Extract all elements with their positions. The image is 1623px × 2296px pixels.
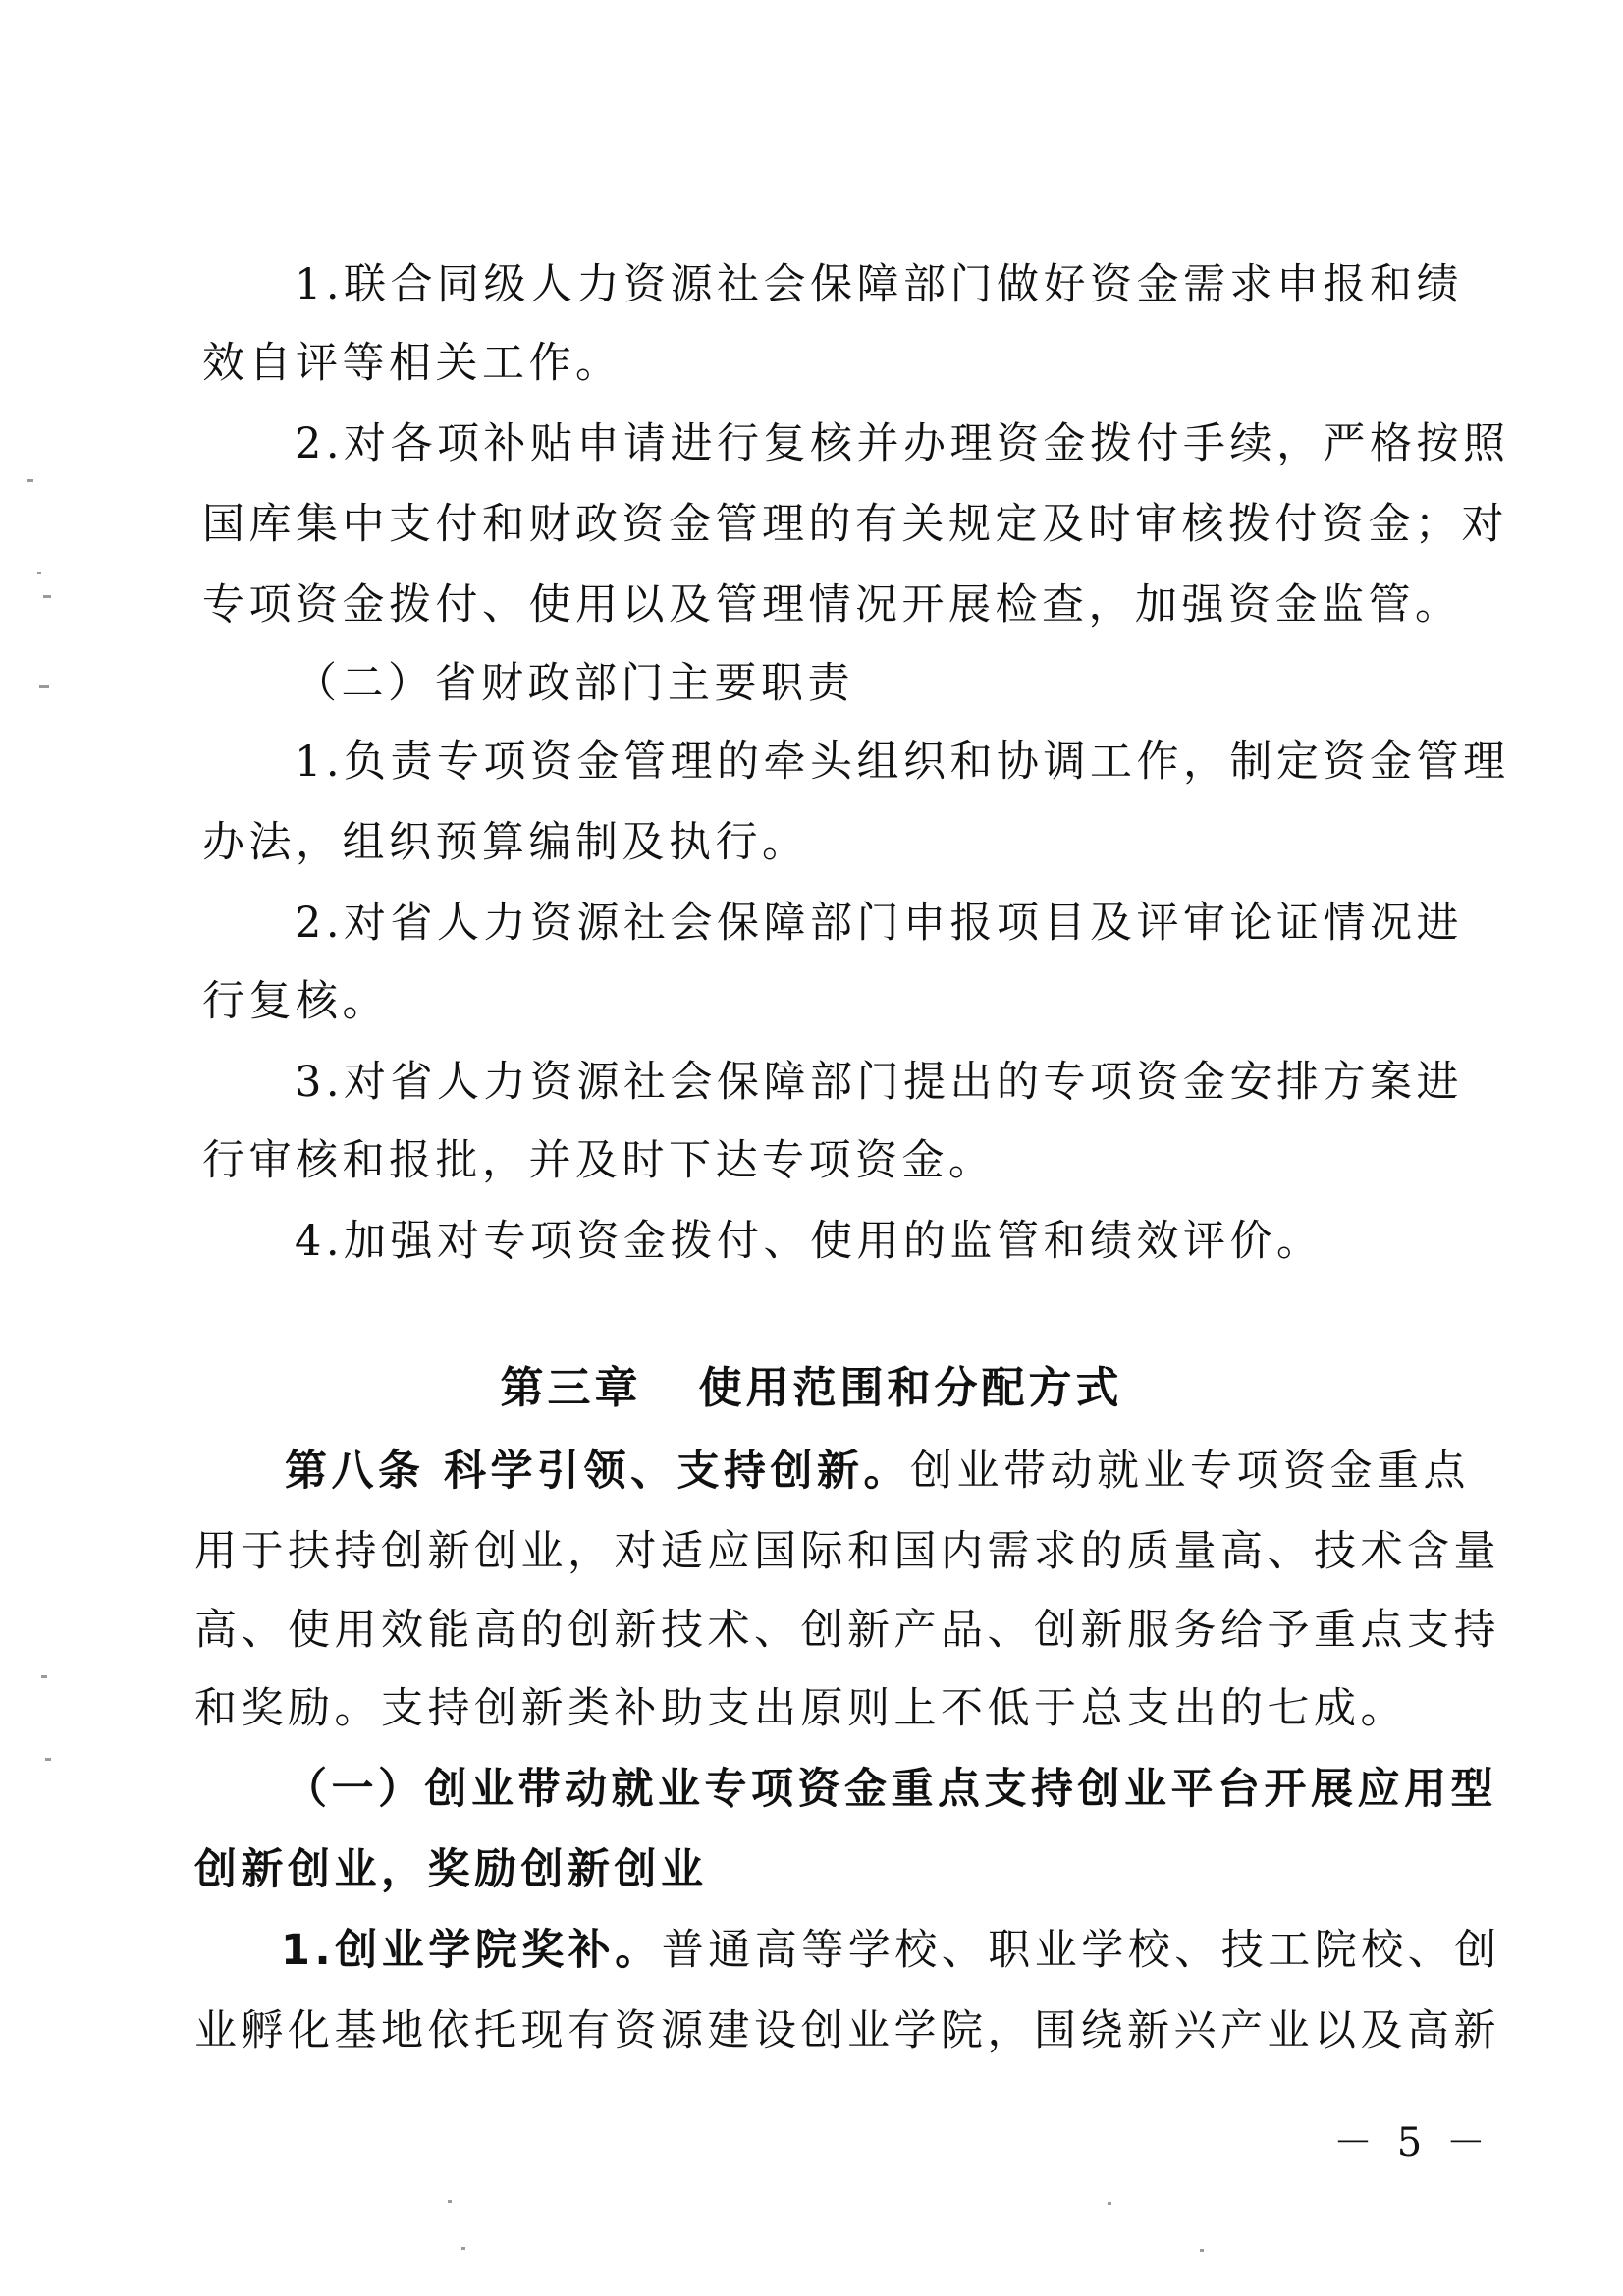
article-8-heading: 第八条 科学引领、支持创新。 bbox=[285, 1447, 910, 1496]
article-8-line-1 bbox=[285, 1444, 1470, 1499]
scan-speck bbox=[461, 2247, 465, 2250]
scan-speck bbox=[41, 1675, 47, 1678]
text-line-12: 行审核和报批，并及时下达专项资金。 bbox=[202, 1136, 996, 1185]
item-1-heading: 1.创业学院奖补。 bbox=[281, 1926, 662, 1975]
article-8-text: 创业带动就业专项资金重点 bbox=[909, 1447, 1470, 1496]
text-line-1: 1.联合同级人力资源社会保障部门做好资金需求申报和绩 bbox=[295, 260, 1464, 309]
text-line-10: 行复核。 bbox=[202, 977, 389, 1026]
item-1-text: 普通高等学校、职业学校、技工院校、创 bbox=[661, 1926, 1501, 1975]
section-1-heading-line-2: 创新创业，奖励创新创业 bbox=[194, 1845, 708, 1894]
item-1-line-1 bbox=[281, 1923, 1501, 1978]
article-8-line-3: 高、使用效能高的创新技术、创新产品、创新服务给予重点支持 bbox=[194, 1606, 1500, 1655]
scan-speck bbox=[37, 572, 41, 574]
text-line-7: 1.负责专项资金管理的牵头组织和协调工作，制定资金管理 bbox=[295, 738, 1510, 787]
scan-speck bbox=[39, 685, 49, 688]
text-line-8: 办法，组织预算编制及执行。 bbox=[202, 818, 809, 867]
text-line-2: 效自评等相关工作。 bbox=[202, 339, 622, 388]
item-1-line-2: 业孵化基地依托现有资源建设创业学院，围绕新兴产业以及高新 bbox=[194, 2006, 1500, 2055]
scan-speck bbox=[1108, 2202, 1111, 2205]
page-number: － 5 － bbox=[1333, 2120, 1491, 2165]
text-line-4: 国库集中支付和财政资金管理的有关规定及时审核拨付资金；对 bbox=[202, 500, 1508, 549]
article-8-line-2: 用于扶持创新创业，对适应国际和国内需求的质量高、技术含量 bbox=[194, 1527, 1500, 1576]
text-line-11: 3.对省人力资源社会保障部门提出的专项资金安排方案进 bbox=[295, 1058, 1464, 1107]
text-line-9: 2.对省人力资源社会保障部门申报项目及评审论证情况进 bbox=[295, 899, 1464, 948]
text-line-5: 专项资金拨付、使用以及管理情况开展检查，加强资金监管。 bbox=[202, 580, 1462, 629]
chapter-title: 第三章 使用范围和分配方式 bbox=[500, 1363, 1123, 1413]
scan-speck bbox=[43, 595, 51, 598]
scan-speck bbox=[27, 479, 33, 482]
section-heading-2: （二）省财政部门主要职责 bbox=[295, 659, 854, 708]
scan-speck bbox=[1200, 2249, 1204, 2252]
text-line-3: 2.对各项补贴申请进行复核并办理资金拨付手续，严格按照 bbox=[295, 419, 1510, 468]
scan-speck bbox=[448, 2200, 452, 2203]
scan-speck bbox=[45, 1758, 51, 1761]
text-line-13: 4.加强对专项资金拨付、使用的监管和绩效评价。 bbox=[295, 1217, 1324, 1266]
section-1-heading-line-1: （一）创业带动就业专项资金重点支持创业平台开展应用型 bbox=[285, 1765, 1497, 1814]
article-8-line-4: 和奖励。支持创新类补助支出原则上不低于总支出的七成。 bbox=[194, 1684, 1407, 1733]
